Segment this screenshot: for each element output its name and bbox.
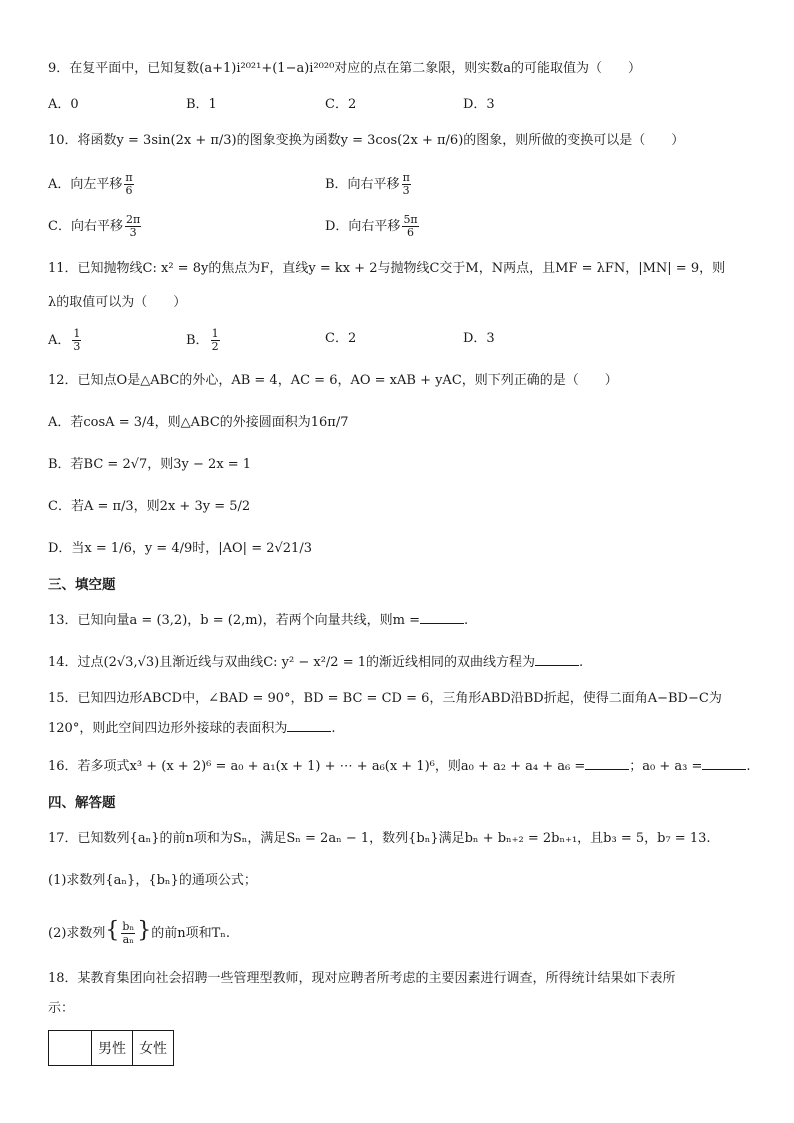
q10-option-b-denominator: 3 [402,184,410,197]
q10-option-d [325,214,421,239]
q10-option-a-fraction [124,172,133,197]
q17-part2-text-b: 的前n项和Tₙ. [151,926,231,941]
left-brace: { [105,918,120,943]
q11-option-b [186,328,222,353]
q12-option-c: C．若A = π/3，则2x + 3y = 5/2 [48,499,251,514]
q10-option-c-label: C．向右平移 [48,219,123,234]
q11-option-a-denominator: 3 [73,340,81,353]
table-header-cell [49,1031,92,1066]
q10-option-a-denominator: 6 [125,184,133,197]
q11-option-a [48,328,83,353]
q17-part2-text-a: (2)求数列 [48,926,106,941]
q11-option-b-numerator: 1 [211,327,219,340]
q11-option-a-fraction [72,328,81,353]
q10-option-a-label: A．向左平移 [48,177,123,192]
q11-stem: 11．已知抛物线C: x² = 8y的焦点为F，直线y = kx + 2与抛物线C交于M，N两点，且MF = λFN，|MN| = 9，则 [48,261,726,276]
q15-line1: 15．已知四边形ABCD中，∠BAD = 90°，BD = BC = CD = 6，三角形ABD沿BD折起，使得二面角A−BD−C为 [48,691,722,706]
q10-option-b-numerator: π [402,171,410,184]
q10-option-d-label: D．向右平移 [325,219,401,234]
table-header-cell: 女性 [133,1031,174,1066]
q10-option-c-numerator: 2π [125,213,141,226]
q13-text: 13．已知向量a = (3,2)，b = (2,m)，若两个向量共线，则m = [48,613,420,628]
q18-stem-continued: 示： [48,1001,75,1016]
q11-option-b-denominator: 2 [211,340,219,353]
section-title-solve: 四、解答题 [48,795,116,811]
q9-option-d: D．3 [463,97,495,112]
q17-part1: (1)求数列{aₙ}，{bₙ}的通项公式； [48,873,257,888]
q9-option-a: A．0 [48,97,79,112]
q11-option-b-fraction [211,328,220,353]
q10-option-c [48,214,143,239]
q16-answer-blank-2 [702,756,746,770]
q14-text: 14．过点(2√3,√3)且渐近线与双曲线C: y² − x²/2 = 1的渐近线相同的双曲线方程为 [48,655,535,670]
q18-stem: 18．某教育集团向社会招聘一些管理型教师，现对应聘者所考虑的主要因素进行调查，所得统计结果如下表所 [48,971,676,986]
q17-part2-numerator: bₙ [122,920,135,933]
q15-line2: 120°，则此空间四边形外接球的表面积为 . [48,718,335,740]
q13-answer-blank [420,610,464,624]
q16-text: 16．若多项式x³ + (x + 2)⁶ = a₀ + a₁(x + 1) + ⋯ + a₆(x + 1)⁶，则a₀ + a₂ + a₄ + a₆ = [48,759,586,774]
q11-option-a-numerator: 1 [73,327,81,340]
table-row [49,1031,174,1066]
q11-option-c: C．2 [325,331,357,346]
q12-stem: 12．已知点O是△ABC的外心，AB = 4，AC = 6，AO = xAB + yAC，则下列正确的是（ ） [48,373,618,388]
q10-option-b [325,172,413,197]
q17-part2 [48,920,230,946]
q12-option-d: D．当x = 1/6，y = 4/9时，|AO| = 2√21/3 [48,541,312,556]
q16: 16．若多项式x³ + (x + 2)⁶ = a₀ + a₁(x + 1) + ⋯ + a₆(x + 1)⁶，则a₀ + a₂ + a₄ + a₆ = ；a₀ + a₃ = . [48,756,750,778]
q17-part2-denominator: aₙ [122,933,134,946]
q10-option-b-label: B．向右平移 [325,177,400,192]
q9-option-c: C．2 [325,97,357,112]
q14: 14．过点(2√3,√3)且渐近线与双曲线C: y² − x²/2 = 1的渐近线相同的双曲线方程为 . [48,652,583,674]
q12-option-a: A．若cosA = 3/4，则△ABC的外接圆面积为16π/7 [48,415,349,430]
q11-option-d: D．3 [463,331,495,346]
q13: 13．已知向量a = (3,2)，b = (2,m)，若两个向量共线，则m = . [48,610,468,632]
section-title-fill-in: 三、填空题 [48,577,116,593]
table-header-cell: 男性 [92,1031,133,1066]
q15-text: 120°，则此空间四边形外接球的表面积为 [48,721,288,736]
q10-option-c-fraction [125,214,141,239]
q15-answer-blank [287,718,331,732]
q10-option-d-fraction [402,214,418,239]
q10-option-c-denominator: 3 [129,226,137,239]
right-brace: } [137,918,152,943]
q10-option-d-numerator: 5π [403,213,418,226]
q11-option-b-label: B． [186,333,209,348]
q17-part2-fraction [121,921,135,946]
q18-table [48,1030,174,1066]
q16-answer-blank-1 [585,756,629,770]
q16-text-2: ；a₀ + a₃ = [629,759,703,774]
q10-stem: 10．将函数y = 3sin(2x + π/3)的图象变换为函数y = 3cos(2x + π/6)的图象，则所做的变换可以是（ ） [48,133,685,148]
q17-stem: 17．已知数列{aₙ}的前n项和为Sₙ，满足Sₙ = 2aₙ − 1，数列{bₙ}满足bₙ + bₙ₊₂ = 2bₙ₊₁，且b₃ = 5，b₇ = 13. [48,831,711,846]
q12-option-b: B．若BC = 2√7，则3y − 2x = 1 [48,457,252,472]
q10-option-a [48,172,136,197]
q9-stem: 9．在复平面中，已知复数(a+1)i²⁰²¹+(1−a)i²⁰²⁰对应的点在第二象限，则实数a的可能取值为（ ） [48,61,642,76]
q9-option-b: B．1 [186,97,217,112]
q14-answer-blank [535,652,579,666]
q10-option-d-denominator: 6 [407,226,415,239]
q11-stem-continued: λ的取值可以为（ ） [48,295,187,310]
q11-option-a-label: A． [48,333,71,348]
q10-option-b-fraction [402,172,411,197]
q10-option-a-numerator: π [125,171,133,184]
